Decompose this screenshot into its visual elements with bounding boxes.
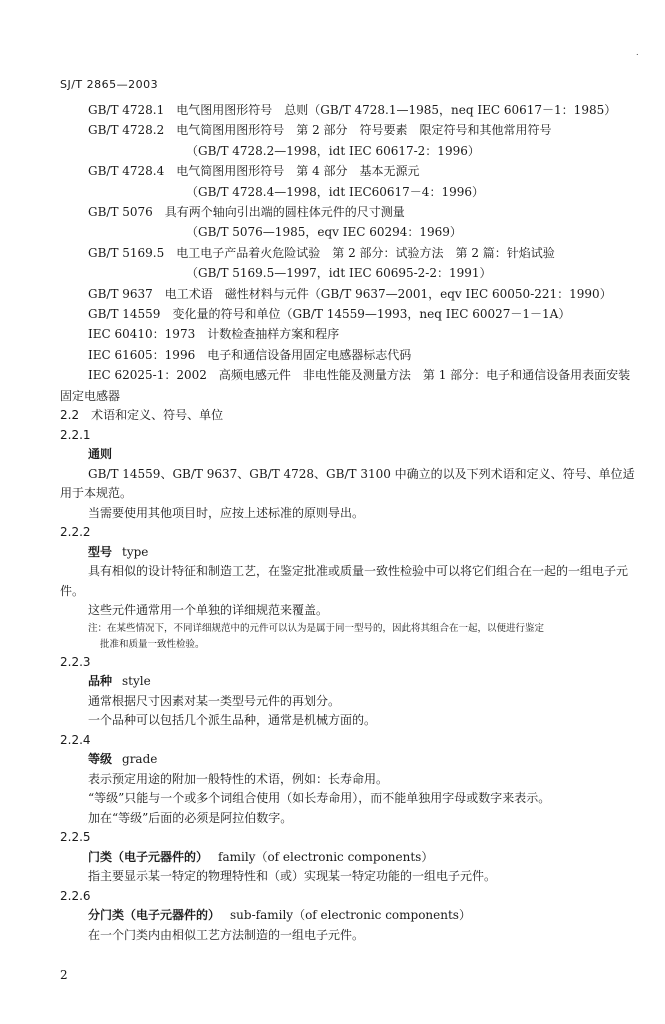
term-zh: 型号 xyxy=(88,544,113,559)
page-content xyxy=(60,100,642,945)
definition-paragraph: 通常根据尺寸因素对某一类型号元件的再划分。 xyxy=(88,693,341,708)
definition-paragraph: GB/T 14559、GB/T 9637、GB/T 4728、GB/T 3100 中确立的以及下列术语和定义、符号、单位适用于本规范。 xyxy=(60,466,635,501)
normative-references-list xyxy=(60,100,642,406)
term-heading xyxy=(60,750,642,770)
term-zh: 通则 xyxy=(88,447,113,462)
section-heading: 2.2 术语和定义、符号、单位 xyxy=(60,408,224,423)
definition-paragraph: 具有相似的设计特征和制造工艺，在鉴定批准或质量一致性检验中可以将它们组合在一起的一组电子元件。 xyxy=(60,564,629,598)
definition-paragraph: 当需要使用其他项目时，应按上述标准的原则导出。 xyxy=(88,505,365,520)
term-zh: 品种 xyxy=(88,674,113,689)
reference-item: IEC 60410：1973 计数检查抽样方案和程序 xyxy=(88,327,340,342)
reference-item: IEC 62025-1：2002 高频电感元件 非电性能及测量方法 第 1 部分：电子和通信设备用表面安装固定电感器 xyxy=(60,368,631,403)
corner-mark: . xyxy=(636,48,639,57)
note xyxy=(60,621,642,653)
clause-number: 2.2.5 xyxy=(60,830,91,845)
reference-item-continuation: （GB/T 4728.2—1998，idt IEC 60617-2：1996） xyxy=(186,143,480,158)
reference-item: GB/T 5076 具有两个轴向引出端的圆柱体元件的尺寸测量 xyxy=(88,205,405,220)
note-line: 注：在某些情况下，不同详细规范中的元件可以认为是属于同一型号的，因此将其组合在一起，以便进行鉴定 xyxy=(88,622,545,634)
definition-paragraph: 这些元件通常用一个单独的详细规范来覆盖。 xyxy=(88,603,329,618)
definition-paragraph: “等级”只能与一个或多个词组合使用（如长寿命用），而不能单独用字母或数字来表示。 xyxy=(88,791,551,806)
term-en: sub-family（of electronic components） xyxy=(230,908,471,923)
definition-paragraph: 指主要显示某一特定的物理特性和（或）实现某一特定功能的一组电子元件。 xyxy=(88,869,497,884)
definition-paragraph: 在一个门类内由相似工艺方法制造的一组电子元件。 xyxy=(88,927,365,942)
term-heading xyxy=(60,543,642,563)
clause-number: 2.2.2 xyxy=(60,525,91,540)
reference-item-continuation: （GB/T 5169.5—1997，idt IEC 60695-2-2：1991） xyxy=(186,266,492,281)
clause-number: 2.2.4 xyxy=(60,732,91,747)
term-zh: 门类（电子元器件的） xyxy=(88,849,209,864)
reference-item: GB/T 5169.5 电工电子产品着火危险试验 第 2 部分：试验方法 第 2 篇：针焰试验 xyxy=(88,245,555,260)
reference-item-continuation: （GB/T 5076—1985，eqv IEC 60294：1969） xyxy=(186,225,462,240)
page-number: 2 xyxy=(60,968,68,982)
term-en: style xyxy=(122,674,151,689)
clause-number: 2.2.3 xyxy=(60,654,91,669)
reference-item: IEC 61605：1996 电子和通信设备用固定电感器标志代码 xyxy=(88,347,412,362)
reference-item: GB/T 14559 变化量的符号和单位（GB/T 14559—1993，neq IEC 60027－1－1A） xyxy=(88,307,571,322)
note-line: 批准和质量一致性检验。 xyxy=(100,638,205,650)
term-heading xyxy=(60,906,642,926)
term-en: family（of electronic components） xyxy=(218,849,434,864)
definition-paragraph: 一个品种可以包括几个派生品种，通常是机械方面的。 xyxy=(88,713,377,728)
reference-item-continuation: （GB/T 4728.4—1998，idt IEC60617－4：1996） xyxy=(186,184,484,199)
definition-paragraph: 表示预定用途的附加一般特性的术语，例如：长寿命用。 xyxy=(88,771,389,786)
clause-number: 2.2.1 xyxy=(60,427,91,442)
clause-number: 2.2.6 xyxy=(60,888,91,903)
term-en: type xyxy=(122,544,149,559)
term-zh: 等级 xyxy=(88,752,113,767)
definition-paragraph: 加在“等级”后面的必须是阿拉伯数字。 xyxy=(88,810,293,825)
term-en: grade xyxy=(122,752,158,767)
reference-item: GB/T 9637 电工术语 磁性材料与元件（GB/T 9637—2001，eqv IEC 60050-221：1990） xyxy=(88,286,612,301)
reference-item: GB/T 4728.4 电气简图用图形符号 第 4 部分 基本无源元 xyxy=(88,164,420,179)
term-zh: 分门类（电子元器件的） xyxy=(88,908,221,923)
term-heading xyxy=(60,848,642,868)
term-heading xyxy=(60,445,642,465)
reference-item: GB/T 4728.1 电气图用图形符号 总则（GB/T 4728.1—1985，neq IEC 60617－1：1985） xyxy=(88,103,617,117)
reference-item: GB/T 4728.2 电气简图用图形符号 第 2 部分 符号要素 限定符号和其他常用符号 xyxy=(88,123,552,138)
term-heading xyxy=(60,672,642,692)
standard-code-header: SJ/T 2865—2003 xyxy=(60,78,159,91)
